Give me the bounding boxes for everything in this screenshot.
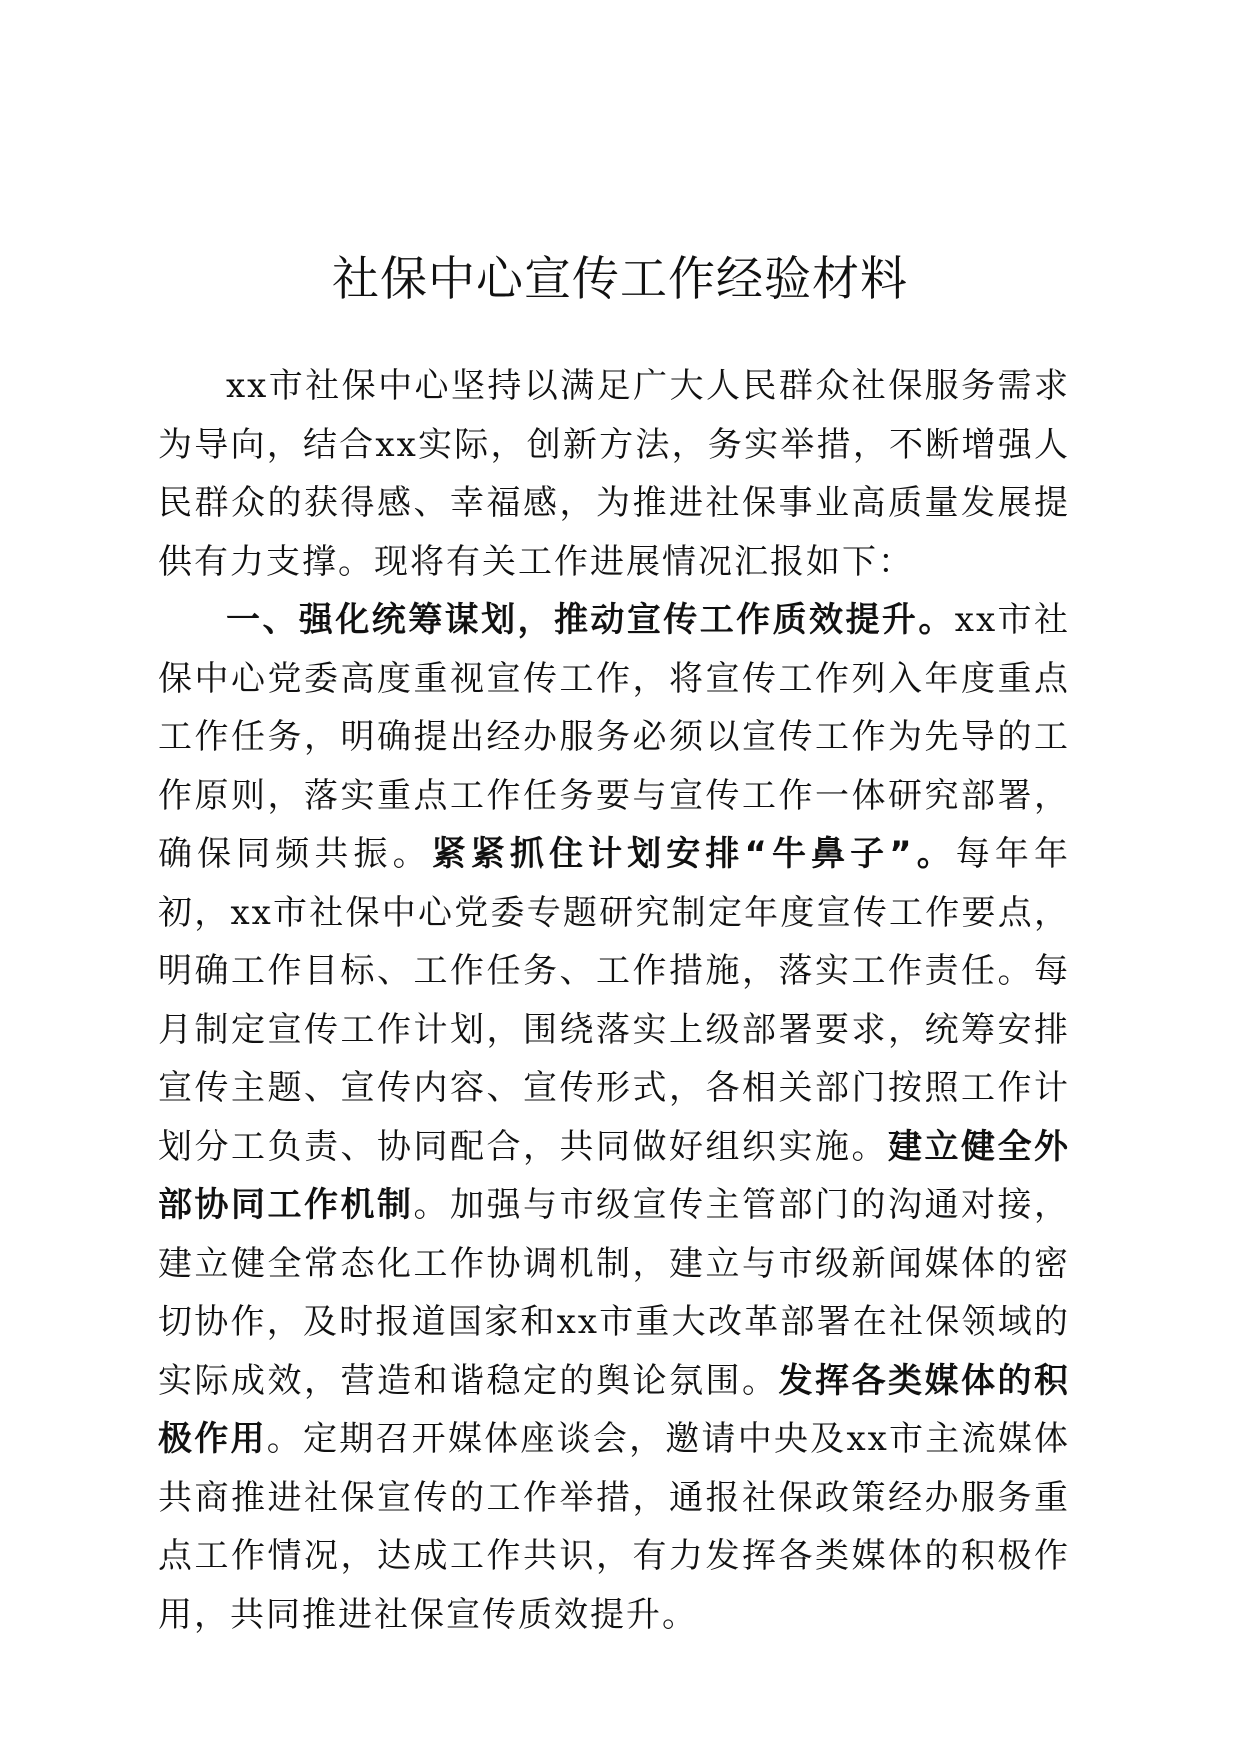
section-1-bold-point-2: 建立健全外部协同工作机制 — [158, 1126, 1070, 1225]
intro-paragraph: xx市社保中心坚持以满足广大人民群众社保服务需求为导向，结合xx实际，创新方法，务实举措，不断增强人民群众的获得感、幸福感，为推进社保事业高质量发展提供有力支撑。现将有关工作进展情况汇报如下： — [158, 366, 1070, 582]
document-body — [158, 357, 1070, 1644]
section-1-heading: 一、强化统筹谋划，推动宣传工作质效提升。 — [226, 600, 955, 640]
section-1-paragraph — [158, 591, 1070, 1644]
section-1-bold-point-1: 紧紧抓住计划安排“牛鼻子”。 — [431, 834, 956, 874]
section-1-text-1: xx市社保中心党委高度重视宣传工作，将宣传工作列入年度重点工作任务，明确提出经办服务必须以宣传工作为先导的工作原则，落实重点工作任务要与宣传工作一体研究部署，确保同频共振。 — [158, 600, 1070, 874]
document-title: 社保中心宣传工作经验材料 — [332, 252, 908, 307]
section-1-text-4: 。定期召开媒体座谈会，邀请中央及xx市主流媒体共商推进社保宣传的工作举措，通报社保政策经办服务重点工作情况，达成工作共识，有力发挥各类媒体的积极作用，共同推进社保宣传质效提升。 — [158, 1419, 1071, 1635]
section-1-bold-point-3: 发挥各类媒体的积极作用 — [158, 1360, 1070, 1459]
section-1-text-2: 每年年初，xx市社保中心党委专题研究制定年度宣传工作要点，明确工作目标、工作任务、工作措施，落实工作责任。每月制定宣传工作计划，围绕落实上级部署要求，统筹安排宣传主题、宣传内容、宣传形式，各相关部门按照工作计划分工负责、协同配合，共同做好组织实施。 — [158, 834, 1070, 1167]
section-1-text-3: 。加强与市级宣传主管部门的沟通对接，建立健全常态化工作协调机制，建立与市级新闻媒体的密切协作，及时报道国家和xx市重大改革部署在社保领域的实际成效，营造和谐稳定的舆论氛围。 — [158, 1185, 1070, 1401]
